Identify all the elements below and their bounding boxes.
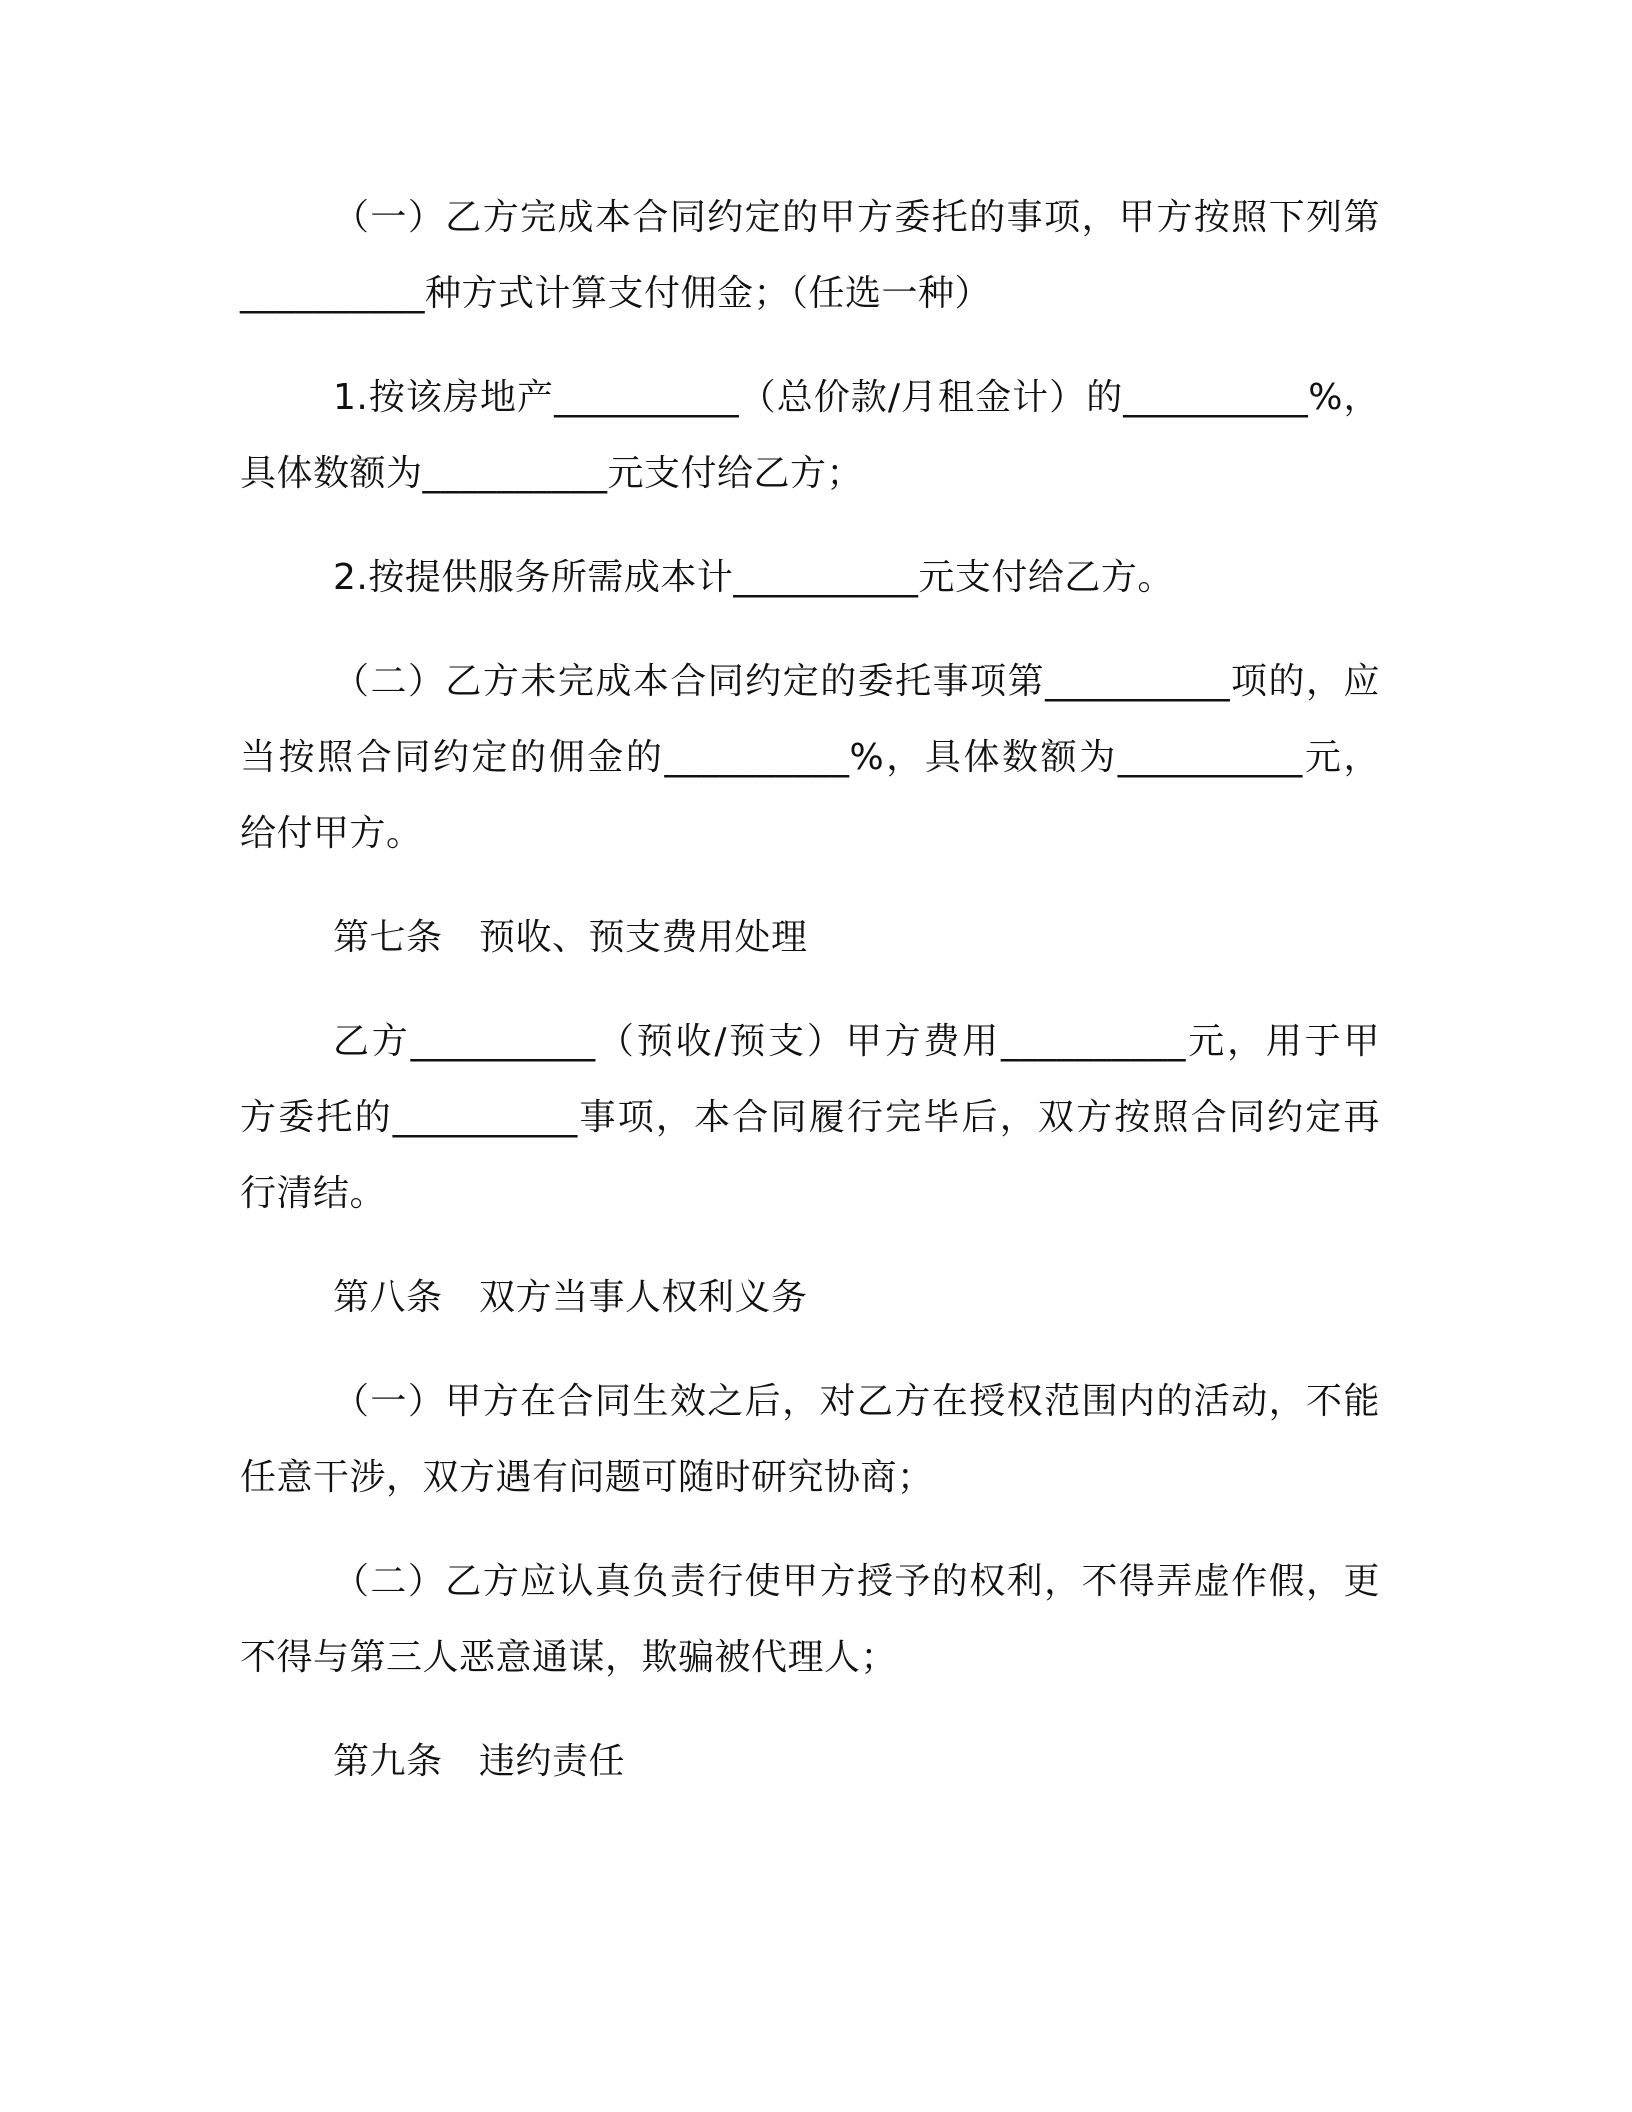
option-2-line: 2.按提供服务所需成本计__________元支付给乙方。	[333, 557, 1174, 598]
article-8-1-line-1: （一）甲方在合同生效之后，对乙方在授权范围内的活动，不能	[333, 1381, 1380, 1422]
clause-6-1-line-2: __________种方式计算支付佣金；（任选一种）	[240, 273, 992, 314]
article-8-1-line-2: 任意干涉，双方遇有问题可随时研究协商；	[240, 1457, 934, 1498]
article-7-line-2: 方委托的__________事项，本合同履行完毕后，双方按照合同约定再	[240, 1097, 1380, 1138]
article-7-line-3: 行清结。	[240, 1173, 387, 1214]
clause-6-1-line-1: （一）乙方完成本合同约定的甲方委托的事项，甲方按照下列第	[333, 197, 1380, 238]
article-7-line-1: 乙方__________（预收/预支）甲方费用__________元，用于甲	[333, 1021, 1380, 1062]
clause-6-2-line-1: （二）乙方未完成本合同约定的委托事项第__________项的，应	[333, 661, 1380, 702]
article-7-heading: 第七条 预收、预支费用处理	[333, 917, 808, 958]
article-8-heading: 第八条 双方当事人权利义务	[333, 1277, 808, 1318]
clause-6-2-line-3: 给付甲方。	[240, 813, 423, 854]
option-1-line-2: 具体数额为__________元支付给乙方；	[240, 453, 864, 494]
article-9-heading: 第九条 违约责任	[333, 1741, 626, 1782]
clause-6-2-line-2: 当按照合同约定的佣金的__________%，具体数额为__________元，	[240, 737, 1380, 778]
option-1-line-1: 1.按该房地产__________（总价款/月租金计）的__________%，	[333, 377, 1380, 418]
article-8-2-line-1: （二）乙方应认真负责行使甲方授予的权利，不得弄虚作假，更	[333, 1561, 1380, 1602]
article-8-2-line-2: 不得与第三人恶意通谋，欺骗被代理人；	[240, 1637, 898, 1678]
